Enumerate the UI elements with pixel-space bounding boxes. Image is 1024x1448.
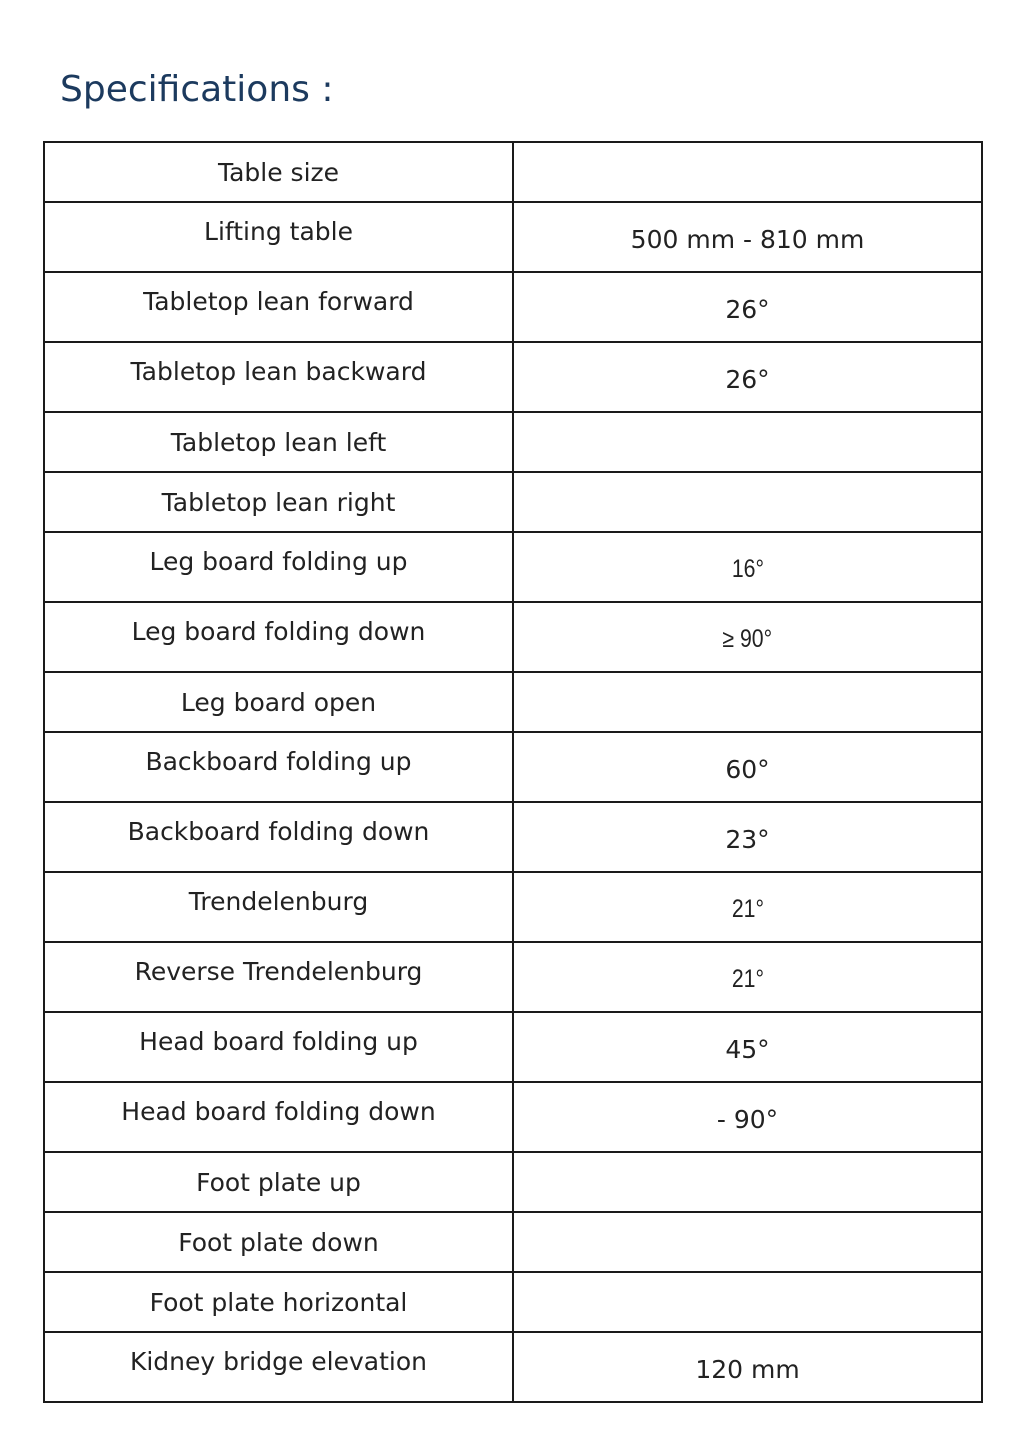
spec-label: Backboard folding down	[44, 802, 513, 872]
spec-value	[513, 412, 982, 472]
specifications-table	[43, 141, 983, 1403]
spec-value: 23°	[513, 802, 982, 872]
table-row	[44, 472, 982, 532]
table-row	[44, 672, 982, 732]
spec-value	[513, 142, 982, 202]
spec-label: Lifting table	[44, 202, 513, 272]
table-row	[44, 1082, 982, 1152]
spec-label: Backboard folding up	[44, 732, 513, 802]
spec-label: Kidney bridge elevation	[44, 1332, 513, 1402]
spec-label: Foot plate down	[44, 1212, 513, 1272]
table-row	[44, 272, 982, 342]
table-row	[44, 1012, 982, 1082]
spec-value-text: 120 mm	[695, 1354, 800, 1384]
table-row	[44, 532, 982, 602]
table-row	[44, 412, 982, 472]
spec-label: Foot plate up	[44, 1152, 513, 1212]
spec-label: Leg board open	[44, 672, 513, 732]
table-row	[44, 142, 982, 202]
spec-value-text: ≥ 90°	[722, 625, 773, 653]
spec-value	[513, 942, 982, 1012]
spec-label: Tabletop lean backward	[44, 342, 513, 412]
spec-label: Trendelenburg	[44, 872, 513, 942]
table-row	[44, 342, 982, 412]
spec-label: Tabletop lean right	[44, 472, 513, 532]
spec-value	[513, 872, 982, 942]
spec-value: 26°	[513, 272, 982, 342]
spec-value: 60°	[513, 732, 982, 802]
spec-value: 26°	[513, 342, 982, 412]
spec-label: Leg board folding up	[44, 532, 513, 602]
spec-value: - 90°	[513, 1082, 982, 1152]
spec-value-text: 21°	[731, 965, 764, 993]
spec-value	[513, 1212, 982, 1272]
spec-label: Tabletop lean left	[44, 412, 513, 472]
spec-value-text: 16°	[731, 555, 764, 583]
table-row	[44, 1332, 982, 1402]
spec-value: 45°	[513, 1012, 982, 1082]
spec-label: Foot plate horizontal	[44, 1272, 513, 1332]
table-row	[44, 872, 982, 942]
table-row	[44, 602, 982, 672]
spec-value	[513, 1152, 982, 1212]
table-row	[44, 802, 982, 872]
spec-label: Head board folding up	[44, 1012, 513, 1082]
table-row	[44, 1152, 982, 1212]
spec-value	[513, 532, 982, 602]
spec-label: Table size	[44, 142, 513, 202]
spec-value-text: 21°	[731, 895, 764, 923]
table-row	[44, 202, 982, 272]
spec-value: 500 mm - 810 mm	[513, 202, 982, 272]
spec-label: Tabletop lean forward	[44, 272, 513, 342]
spec-label: Head board folding down	[44, 1082, 513, 1152]
table-row	[44, 732, 982, 802]
page-title: Specifications :	[60, 69, 334, 110]
spec-value	[513, 672, 982, 732]
spec-value	[513, 472, 982, 532]
table-row	[44, 1212, 982, 1272]
table-row	[44, 942, 982, 1012]
table-row	[44, 1272, 982, 1332]
spec-value	[513, 1332, 982, 1402]
spec-label: Reverse Trendelenburg	[44, 942, 513, 1012]
spec-value	[513, 1272, 982, 1332]
spec-label: Leg board folding down	[44, 602, 513, 672]
spec-value	[513, 602, 982, 672]
